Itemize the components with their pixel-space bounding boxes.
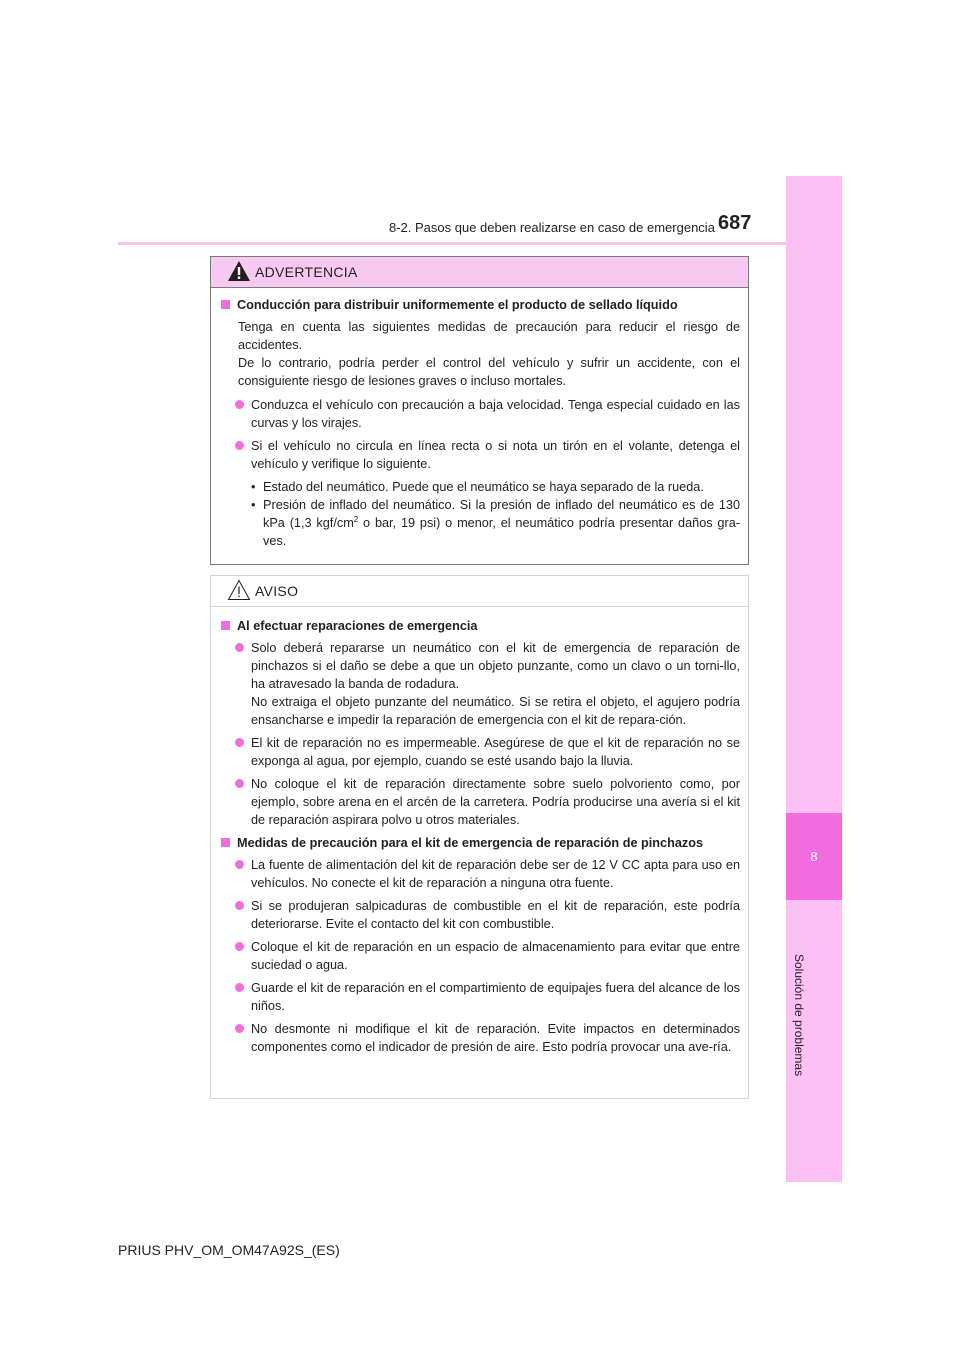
square-bullet-icon: [221, 300, 230, 309]
square-bullet-icon: [221, 621, 230, 630]
square-bullet-icon: [221, 838, 230, 847]
warning-box: [210, 256, 749, 565]
warning-paragraph: Tenga en cuenta las siguientes medidas de precaución para reducir el riesgo de accidentes.: [238, 320, 740, 352]
list-item: Conduzca el vehículo con precaución a baja velocidad. Tenga especial cuidado en las curvas y los virajes.: [219, 396, 740, 432]
circle-bullet-icon: [235, 441, 244, 450]
warning-body: [211, 288, 748, 560]
notice-title: AVISO: [255, 583, 299, 599]
warning-title: ADVERTENCIA: [255, 264, 358, 280]
list-item: La fuente de alimentación del kit de reparación debe ser de 12 V CC apta para uso en vehículos. No conecte el kit de reparación a ninguna otra fuente.: [219, 856, 740, 892]
warning-section-heading: Conducción para distribuir uniformemente el producto de sellado líquido: [219, 296, 740, 314]
list-item: Solo deberá repararse un neumático con el kit de emergencia de reparación de pinchazos si el daño se debe a que un objeto punzante, como un clavo o un torni-llo, ha atravesado la banda de rodadura. No extraiga el objeto punzante del neumático. Si se retira el objeto, el agujero podría ensancharse e impedir la reparación de emergencia con el kit de repara-ción.: [219, 639, 740, 729]
circle-bullet-icon: [235, 901, 244, 910]
chapter-label-area: [786, 900, 842, 1182]
notice-box-header: [211, 576, 748, 607]
circle-bullet-icon: [235, 643, 244, 652]
header-rule: [118, 242, 786, 245]
warning-paragraph: De lo contrario, podría perder el control del vehículo y sufrir un accidente, con el consiguiente riesgo de lesiones graves o incluso mortales.: [238, 356, 740, 388]
circle-bullet-icon: [235, 942, 244, 951]
circle-bullet-icon: [235, 779, 244, 788]
list-item: Si el vehículo no circula en línea recta o si nota un tirón en el volante, detenga el vehículo y verifique lo siguiente.: [219, 437, 740, 473]
warning-box-header: [211, 257, 748, 288]
section-title: 8-2. Pasos que deben realizarse en caso de emergencia: [389, 220, 715, 235]
circle-bullet-icon: [235, 860, 244, 869]
notice-section-heading: Medidas de precaución para el kit de emergencia de reparación de pinchazos: [219, 834, 740, 852]
warning-triangle-icon: [227, 260, 251, 282]
list-item: No desmonte ni modifique el kit de reparación. Evite impactos en determinados componentes como el indicador de presión de aire. Esto podría provocar una ave-ría.: [219, 1020, 740, 1056]
list-item: Coloque el kit de reparación en un espacio de almacenamiento para evitar que entre suciedad o agua.: [219, 938, 740, 974]
page-number: 687: [718, 212, 752, 234]
list-item: Guarde el kit de reparación en el compartimiento de equipajes fuera del alcance de los niños.: [219, 979, 740, 1015]
notice-body: [211, 607, 748, 1071]
list-item: No coloque el kit de reparación directamente sobre suelo polvoriento como, por ejemplo, sobre arena en el arcén de la carretera. Podría producirse una avería si el kit de reparación aspirara polvo u otros materiales.: [219, 775, 740, 829]
circle-bullet-icon: [235, 738, 244, 747]
notice-box: [210, 575, 749, 1099]
chapter-number: 8: [786, 813, 842, 900]
circle-bullet-icon: [235, 983, 244, 992]
list-item: El kit de reparación no es impermeable. Asegúrese de que el kit de reparación no se exponga al agua, por ejemplo, cuando se esté usando bajo la lluvia.: [219, 734, 740, 770]
sub-list-item: • Estado del neumático. Puede que el neumático se haya separado de la rueda.: [251, 480, 704, 494]
sub-list-item: • Presión de inflado del neumático. Si la presión de inflado del neumático es de 130 kPa (1,3 kgf/$cm^2$ o bar, 19 psi) o menor, el neumático podría presentar daños gra-ves.: [251, 498, 740, 548]
list-item: Si se produjeran salpicaduras de combustible en el kit de reparación, este podría deteriorarse. Evite el contacto del kit con combustible.: [219, 897, 740, 933]
chapter-label: Solución de problemas: [792, 954, 806, 1077]
circle-bullet-icon: [235, 400, 244, 409]
document-code: PRIUS PHV_OM_OM47A92S_(ES): [118, 1242, 340, 1258]
caution-triangle-icon: [227, 579, 251, 601]
circle-bullet-icon: [235, 1024, 244, 1033]
notice-section-heading: Al efectuar reparaciones de emergencia: [219, 617, 740, 635]
